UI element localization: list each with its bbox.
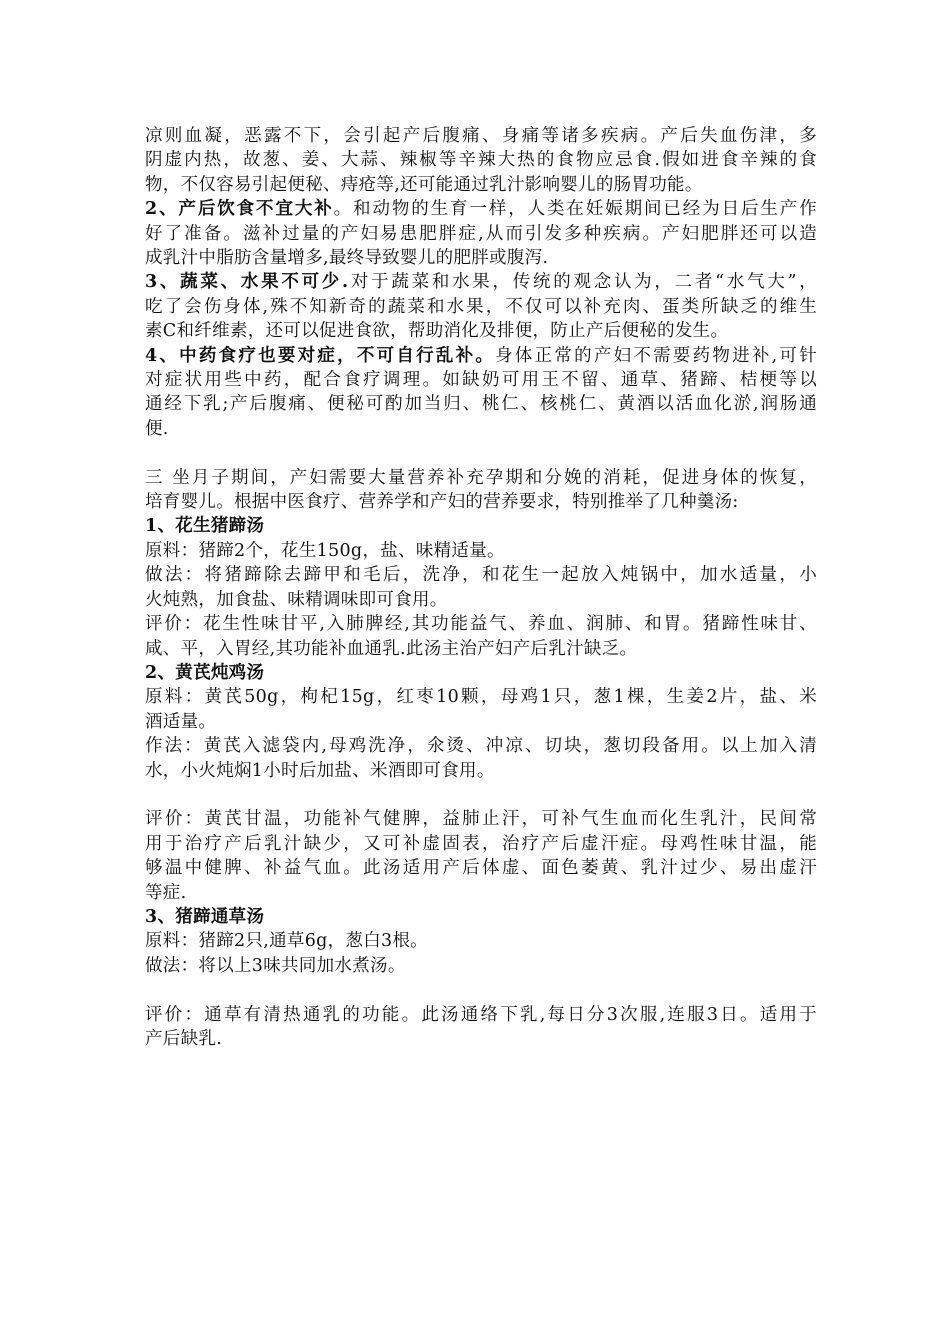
paragraph [145,1003,817,1052]
blank-line [145,783,817,807]
text-line [145,637,817,661]
text-line [145,319,817,343]
text-line [145,295,817,319]
blank-line [145,441,817,465]
paragraph [145,197,817,270]
body-text: 三 坐月子期间，产妇需要大量营养补充孕期和分娩的消耗，促进身体的恢复， [145,467,817,488]
text-line [145,881,817,905]
text-line [145,832,817,856]
paragraph [145,270,817,343]
text-line [145,563,817,587]
body-text: 酒适量。 [145,711,217,732]
paragraph [145,807,817,905]
text-line [145,514,817,538]
paragraph [145,539,817,563]
text-line [145,856,817,880]
section-heading: 2、产后饮食不宜大补 [145,199,334,220]
text-line [145,124,817,148]
paragraph [145,514,817,538]
document-page [145,124,817,1051]
body-text: 评价：通草有清热通乳的功能。此汤通络下乳,每日分3次服,连服3日。适用于 [145,1004,817,1025]
text-line [145,270,817,294]
text-line [145,344,817,368]
paragraph [145,734,817,783]
text-line [145,368,817,392]
blank-line [145,978,817,1002]
text-line [145,929,817,953]
body-text: 阴虚内热，故葱、姜、大蒜、辣椒等辛辣大热的食物应忌食.假如进食辛辣的食 [145,150,817,171]
section-heading: 2、黄芪炖鸡汤 [145,662,265,683]
body-text: 便. [145,418,169,439]
body-text: 通经下乳;产后腹痛、便秘可酌加当归、桃仁、核桃仁、黄酒以活血化淤,润肠通 [145,394,817,415]
body-text: 做法：将以上3味共同加水煮汤。 [145,955,406,976]
text-line [145,417,817,441]
body-text: 原料：猪蹄2个，花生150g，盐、味精适量。 [145,540,505,561]
paragraph [145,612,817,661]
body-text: 成乳汁中脂肪含量增多,最终导致婴儿的肥胖或腹泻. [145,248,549,269]
body-text: 够温中健脾、补益气血。此汤适用产后体虚、面色萎黄、乳汁过少、易出虚汗 [145,858,817,879]
body-text: 凉则血凝，恶露不下，会引起产后腹痛、身痛等诸多疾病。产后失血伤津，多 [145,126,817,146]
paragraph [145,685,817,734]
text-line [145,466,817,490]
body-text: 对于蔬菜和水果，传统的观念认为，二者“水气大”， [348,272,817,293]
body-text: 评价：花生性味甘平,入肺脾经,其功能益气、养血、润肺、和胃。猪蹄性味甘、 [145,614,817,635]
body-text: 素C和纤维素，还可以促进食欲，帮助消化及排便，防止产后便秘的发生。 [145,321,729,342]
body-text: 咸、平，入胃经,其功能补血通乳.此汤主治产妇产后乳汁缺乏。 [145,638,638,659]
paragraph [145,466,817,515]
text-line [145,392,817,416]
text-line [145,246,817,270]
body-text: 产后缺乳. [145,1028,223,1049]
text-line [145,173,817,197]
text-line [145,197,817,221]
text-line [145,807,817,831]
text-line [145,1003,817,1027]
body-text: 做法：将猪蹄除去蹄甲和毛后，洗净，和花生一起放入炖锅中，加水适量，小 [145,565,817,586]
paragraph [145,929,817,953]
text-line [145,490,817,514]
text-line [145,685,817,709]
text-line [145,954,817,978]
body-text: 物，不仅容易引起便秘、痔疮等,还可能通过乳汁影响婴儿的肠胃功能。 [145,174,703,195]
text-line [145,1027,817,1051]
body-text: 等症. [145,882,187,903]
text-line [145,612,817,636]
body-text: 吃了会伤身体,殊不知新奇的蔬菜和水果，不仅可以补充肉、蛋类所缺乏的维生 [145,296,817,317]
text-line [145,734,817,758]
body-text: 评价：黄芪甘温，功能补气健脾，益肺止汗，可补气生血而化生乳汁，民间常 [145,809,817,830]
paragraph [145,905,817,929]
body-text: 好了准备。滋补过量的产妇易患肥胖症,从而引发多种疾病。产妇肥胖还可以造 [145,223,817,244]
body-text: 作法：黄芪入滤袋内,母鸡洗净，氽烫、冲凉、切块，葱切段备用。以上加入清 [145,736,817,757]
body-text: 原料：黄芪50g，枸杞15g，红枣10颗，母鸡1只，葱1棵，生姜2片，盐、米 [145,687,817,708]
section-heading: 4、中药食疗也要对症，不可自行乱补。 [145,345,496,366]
text-line [145,710,817,734]
text-line [145,148,817,172]
body-text: 。和动物的生育一样，人类在妊娠期间已经为日后生产作 [333,199,817,220]
text-line [145,222,817,246]
section-heading: 3、蔬菜、水果不可少. [145,272,349,293]
body-text: 火炖熟，加食盐、味精调味即可食用。 [145,589,448,610]
paragraph [145,344,817,442]
body-text: 培育婴儿。根据中医食疗、营养学和产妇的营养要求，特别推举了几种羹汤: [145,492,739,513]
paragraph [145,954,817,978]
section-heading: 3、猪蹄通草汤 [145,906,265,927]
paragraph [145,661,817,685]
text-line [145,661,817,685]
body-text: 原料：猪蹄2只,通草6g，葱白3根。 [145,931,429,952]
body-text: 用于治疗产后乳汁缺少，又可补虚固表，治疗产后虚汗症。母鸡性味甘温，能 [145,833,817,854]
text-line [145,905,817,929]
text-line [145,759,817,783]
body-text: 身体正常的产妇不需要药物进补,可针 [495,345,817,366]
paragraph [145,563,817,612]
paragraph [145,124,817,197]
text-line [145,539,817,563]
text-line [145,588,817,612]
body-text: 水，小火炖焖1小时后加盐、米酒即可食用。 [145,760,495,781]
section-heading: 1、花生猪蹄汤 [145,516,265,537]
body-text: 对症状用些中药，配合食疗调理。如缺奶可用王不留、通草、猪蹄、桔梗等以 [145,370,817,391]
